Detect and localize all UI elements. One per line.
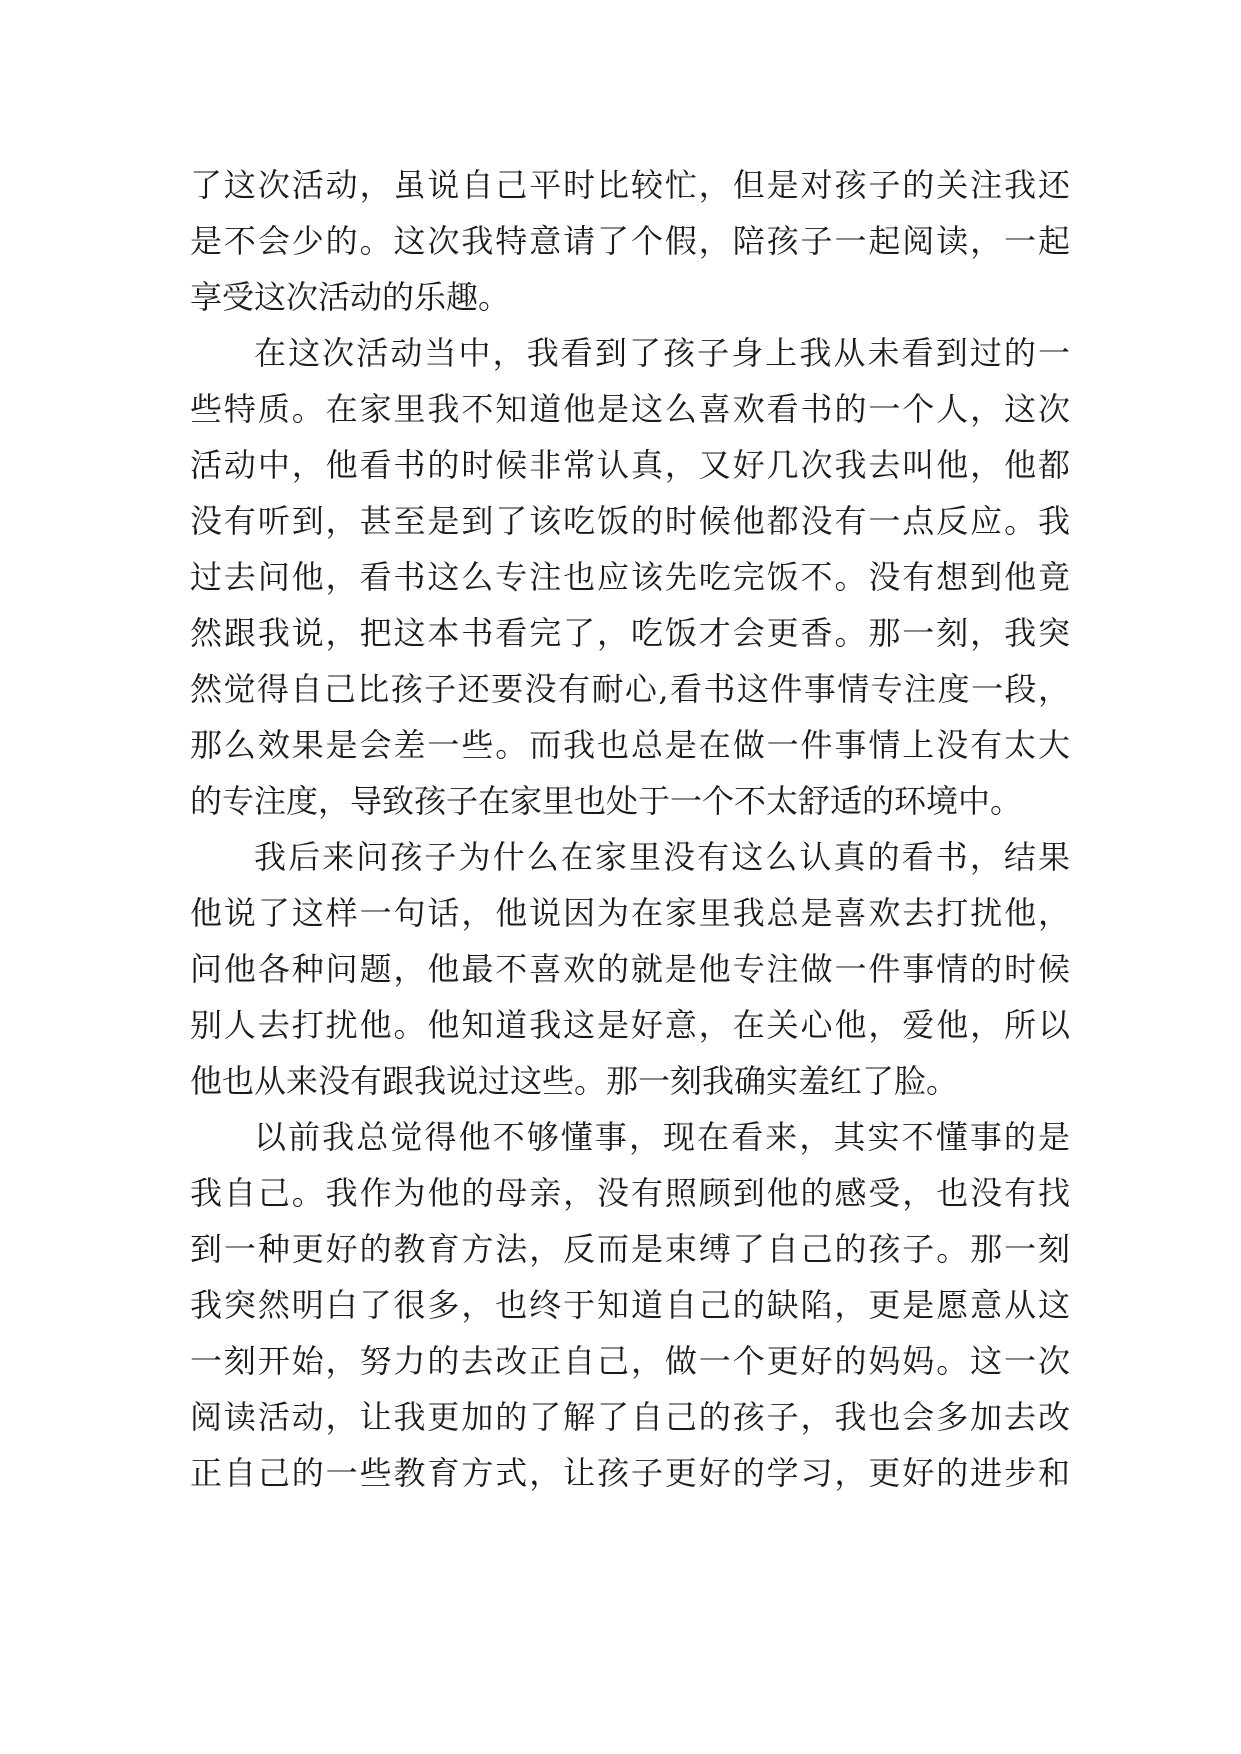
body-text [190,157,1070,1501]
text-line: 他说了这样一句话，他说因为在家里我总是喜欢去打扰他， [190,894,1070,932]
text-line: 是不会少的。这次我特意请了个假，陪孩子一起阅读，一起 [190,222,1070,260]
text-line: 到一种更好的教育方法，反而是束缚了自己的孩子。那一刻 [190,1230,1070,1268]
paragraph-start-line: 在这次活动当中，我看到了孩子身上我从未看到过的一 [254,334,1070,372]
text-line: 我突然明白了很多，也终于知道自己的缺陷，更是愿意从这 [190,1286,1070,1324]
text-line: 然跟我说，把这本书看完了，吃饭才会更香。那一刻，我突 [190,614,1070,652]
text-line: 享受这次活动的乐趣。 [190,278,511,316]
text-line: 那么效果是会差一些。而我也总是在做一件事情上没有太大 [190,726,1070,764]
text-line: 他也从来没有跟我说过这些。那一刻我确实羞红了脸。 [190,1062,959,1100]
text-line: 活动中，他看书的时候非常认真，又好几次我去叫他，他都 [190,446,1070,484]
text-line: 些特质。在家里我不知道他是这么喜欢看书的一个人，这次 [190,390,1070,428]
text-line: 阅读活动，让我更加的了解了自己的孩子，我也会多加去改 [190,1398,1070,1436]
text-line: 正自己的一些教育方式，让孩子更好的学习，更好的进步和 [190,1454,1070,1492]
paragraph-start-line: 以前我总觉得他不够懂事，现在看来，其实不懂事的是 [254,1118,1070,1156]
text-line: 的专注度，导致孩子在家里也处于一个不太舒适的环境中。 [190,782,1023,820]
text-line: 没有听到，甚至是到了该吃饭的时候他都没有一点反应。我 [190,502,1070,540]
text-line: 问他各种问题，他最不喜欢的就是他专注做一件事情的时候 [190,950,1070,988]
text-line: 我自己。我作为他的母亲，没有照顾到他的感受，也没有找 [190,1174,1070,1212]
text-line: 然觉得自己比孩子还要没有耐心,看书这件事情专注度一段， [190,670,1070,708]
text-line: 一刻开始，努力的去改正自己，做一个更好的妈妈。这一次 [190,1342,1070,1380]
text-line: 了这次活动，虽说自己平时比较忙，但是对孩子的关注我还 [190,166,1070,204]
text-line: 别人去打扰他。他知道我这是好意，在关心他，爱他，所以 [190,1006,1070,1044]
text-line: 过去问他，看书这么专注也应该先吃完饭不。没有想到他竟 [190,558,1070,596]
paragraph-start-line: 我后来问孩子为什么在家里没有这么认真的看书，结果 [254,838,1070,876]
